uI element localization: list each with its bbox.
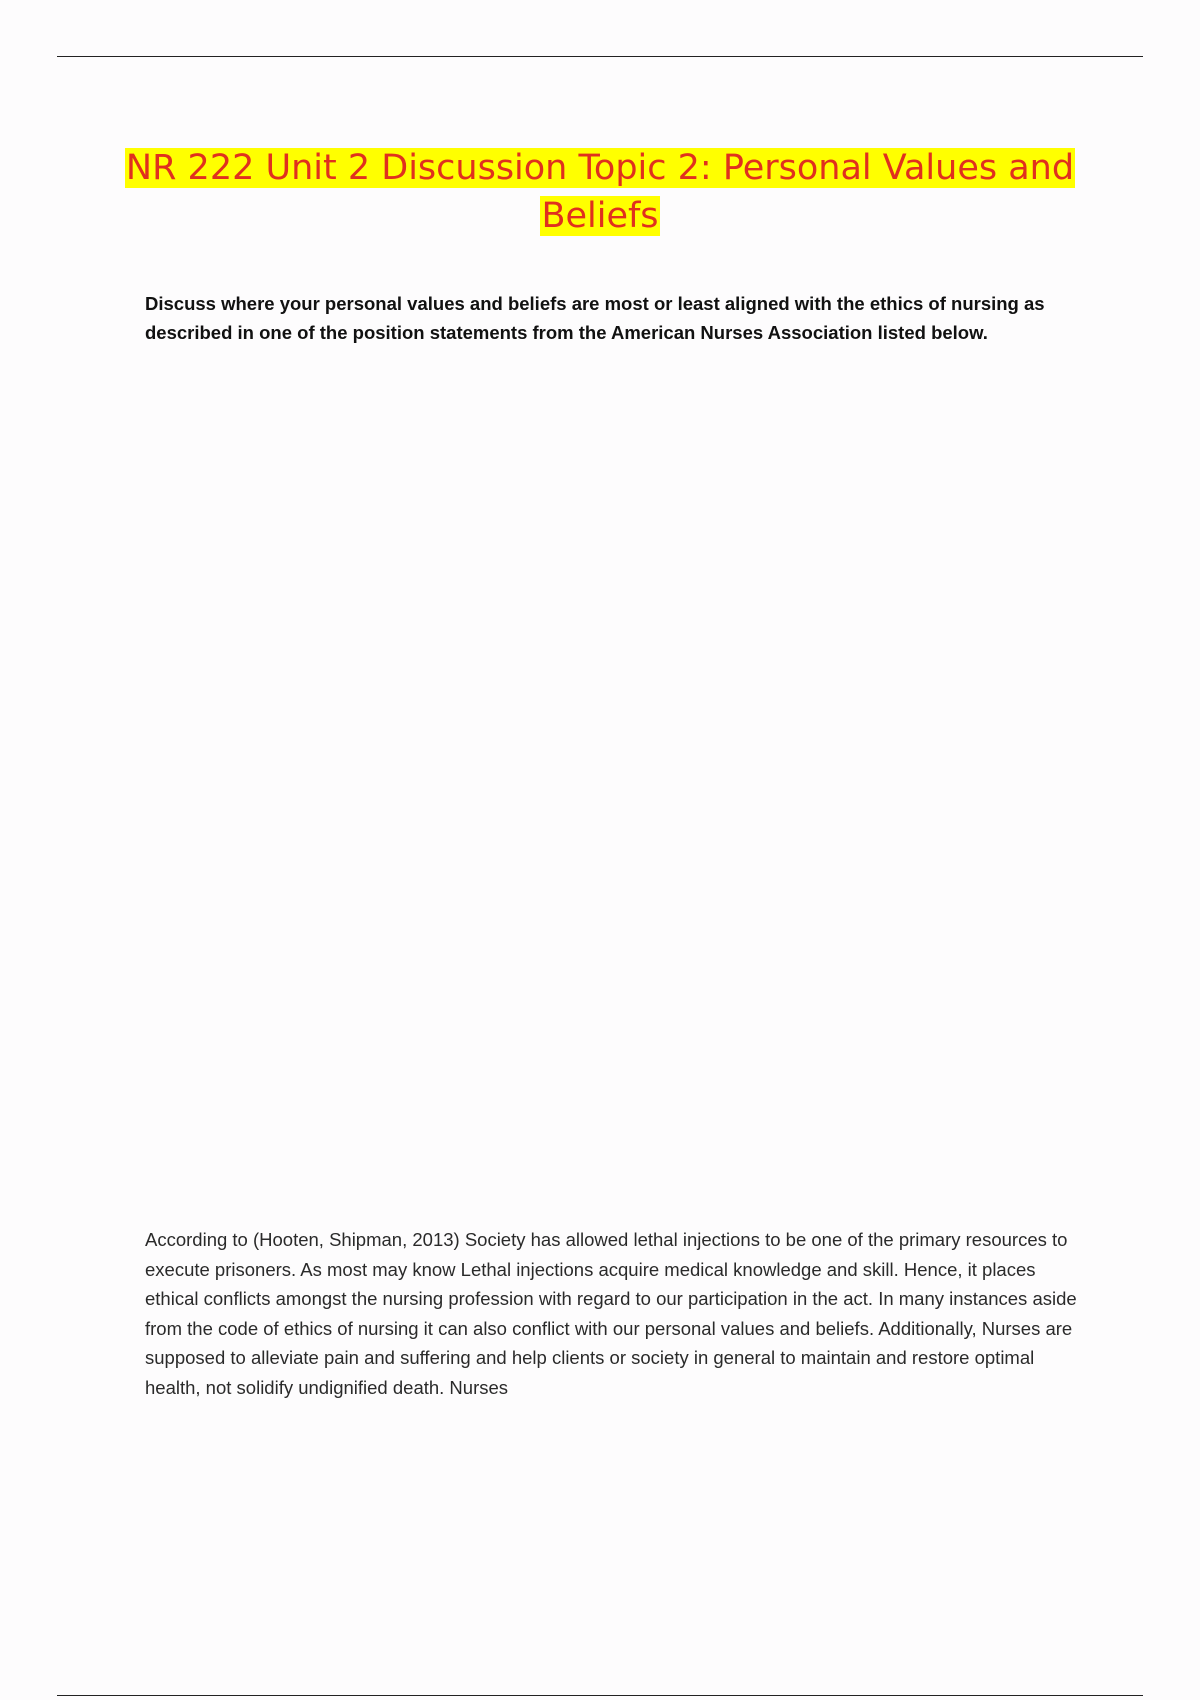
title-highlight: NR 222 Unit 2 Discussion Topic 2: Personal Values and Beliefs — [125, 148, 1075, 236]
discussion-prompt: Discuss where your personal values and beliefs are most or least aligned with the ethics of nursing as described in one of the position statements from the American Nurses Association listed below. — [145, 293, 1045, 343]
document-title — [120, 144, 1080, 240]
footer-rule — [57, 1695, 1143, 1696]
header-rule — [57, 56, 1143, 57]
response-body: According to (Hooten, Shipman, 2013) Society has allowed lethal injections to be one of the primary resources to execute prisoners. As most may know Lethal injections acquire medical knowledge and skill. Hence, it places ethical conflicts amongst the nursing profession with regard to our participation in the act. In many instances aside from the code of ethics of nursing it can also conflict with our personal values and beliefs. Additionally, Nurses are supposed to alleviate pain and suffering and help clients or society in general to maintain and restore optimal health, not solidify undignified death. Nurses — [145, 1229, 1077, 1398]
